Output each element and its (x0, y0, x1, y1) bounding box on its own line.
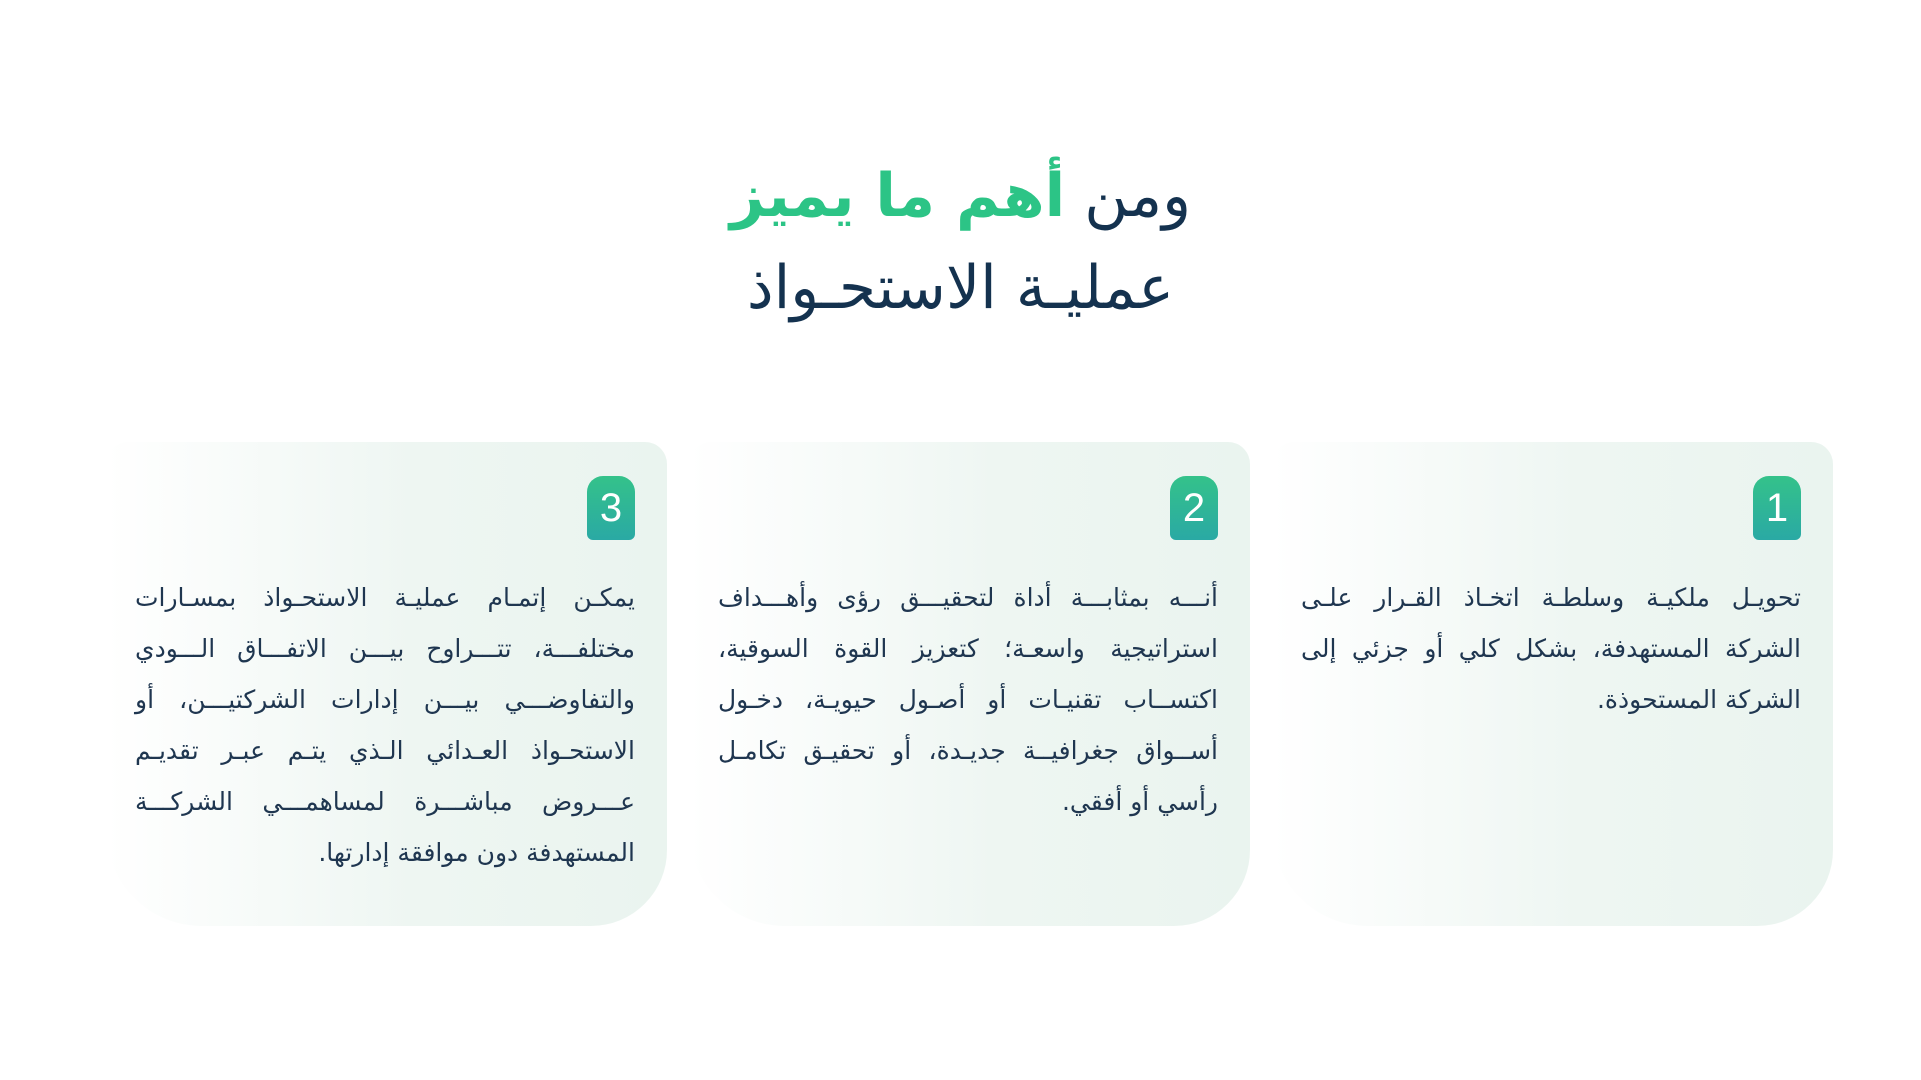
feature-card-1 (1272, 442, 1833, 926)
page-title (0, 150, 1921, 334)
title-line-1 (0, 150, 1921, 242)
card-text: تحويـل ملكيـة وسلطـة اتخـاذ القـرار علـى الشركة المستهدفة، بشكل كلي أو جزئي إلى الشركة المستحوذة. (1301, 583, 1801, 714)
card-number-badge: 2 (1170, 476, 1218, 540)
card-text: يمكـن إتمـام عمليـة الاستحـواذ بمسـارات مختلفـــة، تتـــراوح بيـــن الاتفـــاق الـــودي والتفاوضـــي بيـــن إدارات الشركتيـــن، أو الاستحـواذ العـدائي الـذي يتـم عبـر تقديـم عـــروض مباشـــرة لمساهمـــي الشركـــة المستهدفة دون موافقة إدارتها. (135, 583, 635, 867)
feature-card-2 (689, 442, 1250, 926)
card-number-badge: 3 (587, 476, 635, 540)
feature-card-3 (106, 442, 667, 926)
card-text: أنـــه بمثابـــة أداة لتحقيـــق رؤى وأهـــداف استراتيجية واسعـة؛ كتعزيز القوة السوقية، اكتســاب تقنيـات أو أصـول حيويـة، دخـول أســواق جغرافيــة جديـدة، أو تحقيـق تكامـل رأسي أو أفقي. (718, 583, 1218, 816)
title-highlight: أهم ما يميز (729, 161, 1066, 231)
title-line-2: عمليـة الاستحـواذ (746, 253, 1175, 323)
card-number-badge: 1 (1753, 476, 1801, 540)
features-grid (106, 442, 1833, 926)
title-prefix: ومن (1084, 161, 1192, 231)
